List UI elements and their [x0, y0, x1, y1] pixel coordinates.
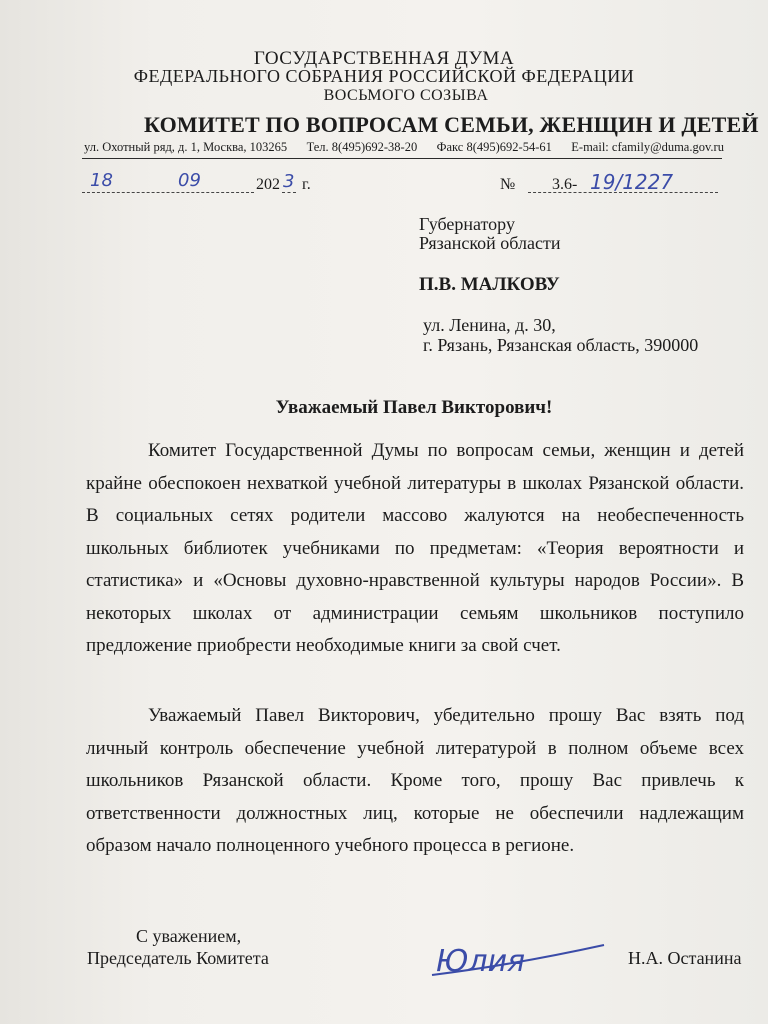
committee-title: КОМИТЕТ ПО ВОПРОСАМ СЕМЬИ, ЖЕНЩИН И ДЕТЕЙ	[144, 112, 759, 137]
header-duma: ГОСУДАРСТВЕННАЯ ДУМА	[253, 48, 515, 69]
header-divider	[82, 158, 722, 159]
date-day: 18	[90, 170, 113, 191]
signer-name: Н.А. Останина	[628, 948, 742, 968]
date-underline	[82, 192, 254, 193]
recipient-title-2: Рязанской области	[419, 233, 561, 253]
contact-phone: Тел. 8(495)692-38-20	[306, 140, 418, 154]
closing: С уважением,	[136, 926, 242, 946]
number-label: №	[500, 176, 516, 193]
recipient-street: ул. Ленина, д. 30,	[423, 315, 556, 335]
date-year-prefix: 202	[256, 176, 280, 193]
date-year-underline	[282, 192, 296, 193]
recipient-title-1: Губернатору	[419, 214, 515, 234]
recipient-name: П.В. МАЛКОВУ	[419, 274, 560, 295]
signature-handwritten: Юлия	[436, 944, 526, 979]
signer-position: Председатель Комитета	[87, 948, 269, 968]
number-handwritten: 19/1227	[590, 170, 674, 194]
contact-address: ул. Охотный ряд, д. 1, Москва, 103265	[84, 140, 288, 154]
contact-email: E-mail: cfamily@duma.gov.ru	[571, 140, 724, 154]
recipient-city: г. Рязань, Рязанская область, 390000	[423, 335, 699, 355]
contact-line	[84, 140, 724, 155]
salutation: Уважаемый Павел Викторович!	[275, 397, 553, 418]
date-month: 09	[178, 170, 201, 191]
paragraph-2: Уважаемый Павел Викторович, убедительно прошу Вас взять под личный контроль обеспечение учебной литературой в полном объеме всех школьников Рязанской области. Кроме того, прошу Вас привлечь к ответственности должностных лиц, которые не обеспечили надлежащим образом начало полноценного учебного процесса в регионе.	[86, 705, 744, 856]
paragraph-1: Комитет Государственной Думы по вопросам семьи, женщин и детей крайне обеспокоен нехваткой учебной литературы в школах Рязанской области. В социальных сетях родители массово жалуются на необеспеченность школьных библиотек учебниками по предметам: «Теория вероятности и статистика» и «Основы духовно-нравственной культуры народов России». В некоторых школах от администрации семьям школьников поступило предложение приобрести необходимые книги за свой счет.	[86, 440, 744, 656]
number-prefix: 3.6-	[552, 176, 578, 193]
date-year-suffix: г.	[302, 176, 311, 193]
header-federal-assembly: ФЕДЕРАЛЬНОГО СОБРАНИЯ РОССИЙСКОЙ ФЕДЕРАЦИИ	[133, 66, 635, 86]
contact-fax: Факс 8(495)692-54-61	[436, 140, 552, 154]
header-convocation: ВОСЬМОГО СОЗЫВА	[323, 87, 489, 104]
date-year-digit: 3	[283, 171, 295, 192]
signature-mark	[430, 935, 610, 985]
